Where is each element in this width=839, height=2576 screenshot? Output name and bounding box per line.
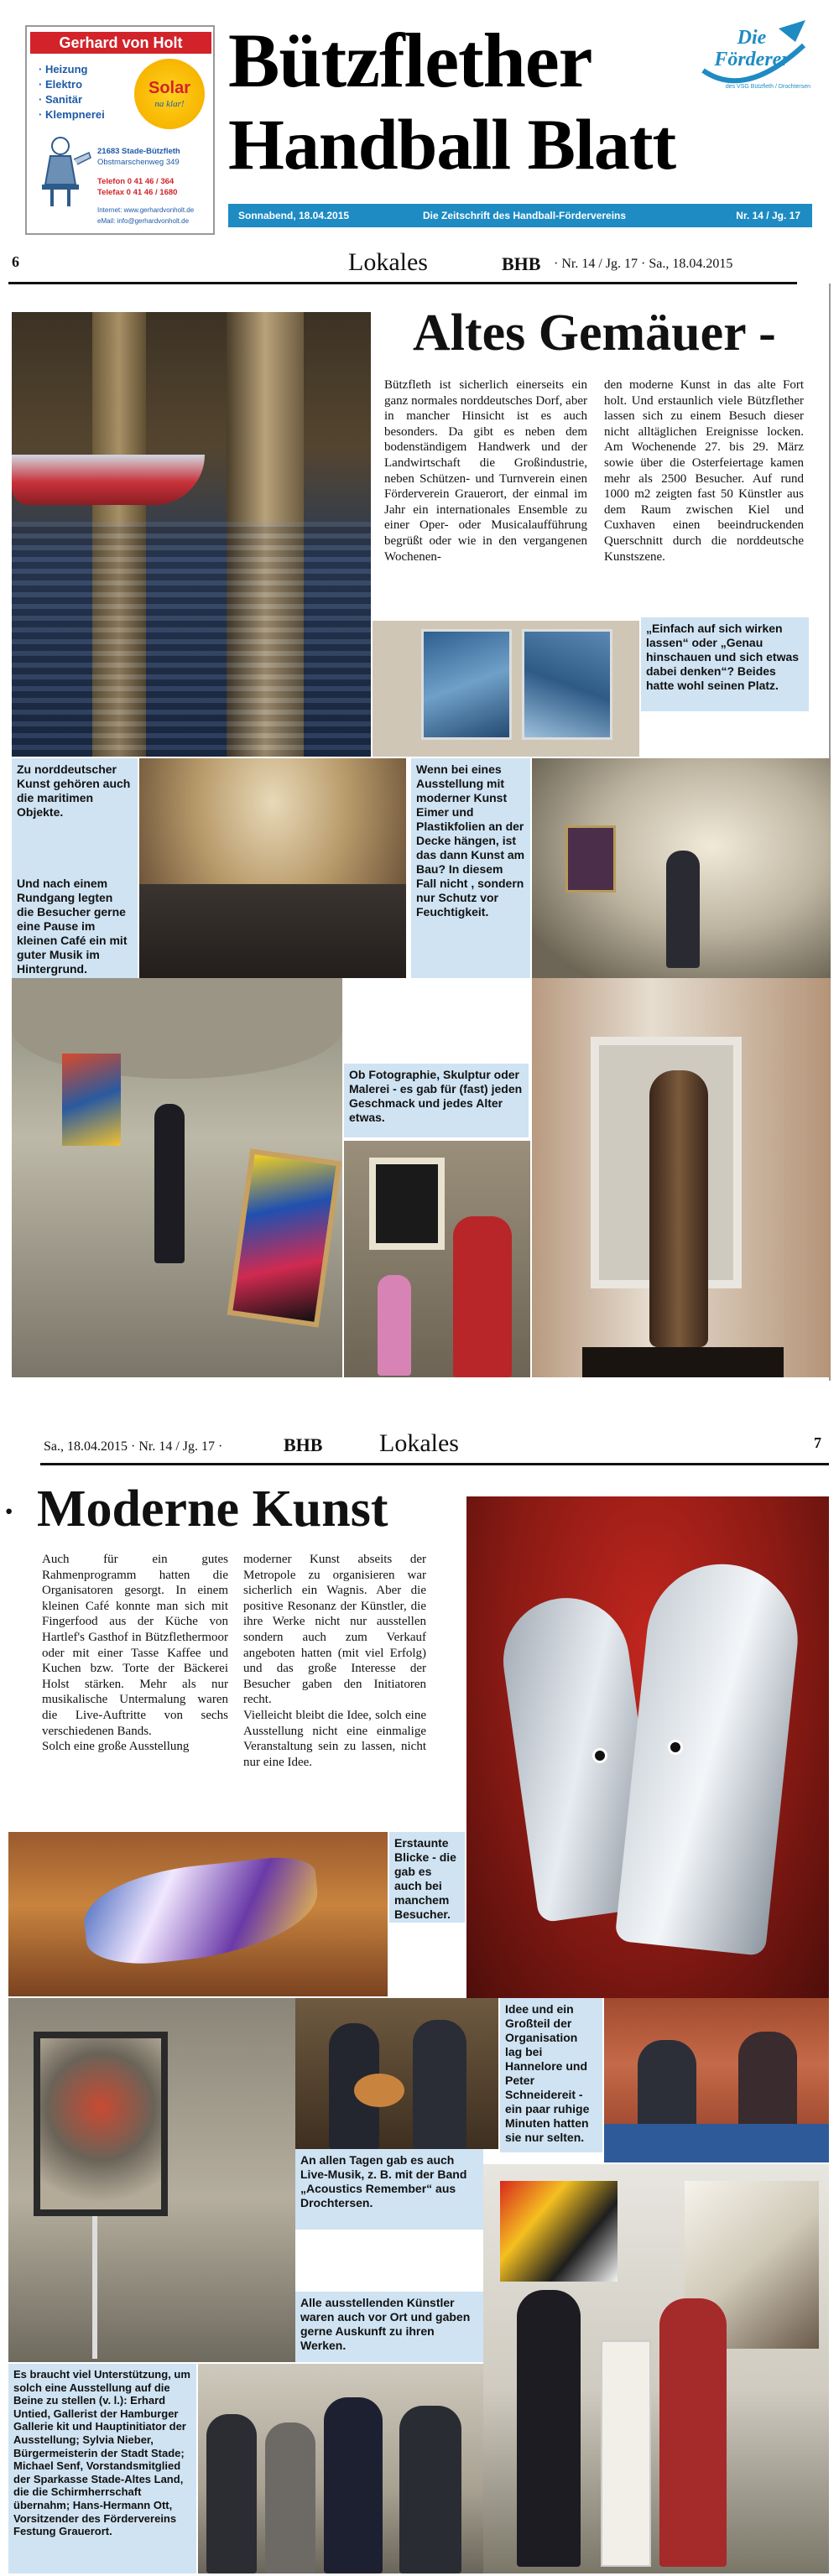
p7-column-2 xyxy=(243,1552,426,1770)
solar-text: Solar xyxy=(148,79,191,97)
child-visitor xyxy=(378,1275,411,1376)
supporter-2 xyxy=(265,2422,315,2573)
p6-caption-1: „Einfach auf sich wirken lassen“ oder „Genau hinschauen und sich etwas dabei denken“? Beides hatte wohl seinen Platz. xyxy=(641,617,809,711)
p6-col2-text: den moderne Kunst in das alte Fort holt. Und erstaunlich viele Bützflether lassen sich zu einem Besuch dieser nicht alltäglichen Ereignisse locken. Am Wochenende 27. bis 29. März sowie über die Osterfeiertage kamen mehr als 2500 Besucher. Auf rund 1000 m2 zeigten fast 50 Künstler aus dem Raum zwischen Kiel und Cuxhaven einen beeindruckenden Querschnitt durch die norddeutsche Kunstszene. xyxy=(604,378,804,564)
p6-column-2 xyxy=(604,377,804,565)
metal-eye-left xyxy=(592,1748,607,1763)
p7-col1b-text: Solch eine große Ausstellung xyxy=(42,1740,190,1754)
p7-section: Lokales xyxy=(379,1429,459,1457)
service-heizung: · Heizung xyxy=(39,63,88,75)
p6-section: Lokales xyxy=(348,248,428,276)
logo-sub: des VSG Bützfleth / Drochtersen xyxy=(725,84,810,90)
p6-caption-2a: Zu norddeutscher Kunst gehören auch die maritimen Objekte. xyxy=(12,758,138,872)
service-elektro: · Elektro xyxy=(39,78,83,91)
corridor-visitor xyxy=(154,1104,185,1263)
sponsor-address-2: Obstmarschenweg 349 xyxy=(97,158,180,167)
talk-painting-left xyxy=(500,2181,618,2282)
photo-cafe-vault xyxy=(139,758,406,978)
adult-visitor xyxy=(453,1216,512,1377)
metal-face-right xyxy=(614,1557,805,1956)
photo-blue-paintings xyxy=(373,621,639,757)
photo-corridor-paintings xyxy=(12,978,342,1377)
p6-headline: Altes Gemäuer - xyxy=(413,304,776,362)
photo-bird-artwork xyxy=(8,1832,388,1996)
solar-sub: na klar! xyxy=(154,99,185,109)
p7-caption-4: Alle ausstellenden Künstler waren auch vor Ort und gaben gerne Auskunft zu ihren Werken. xyxy=(295,2292,483,2362)
talk-woman xyxy=(517,2290,581,2567)
bird-wing xyxy=(80,1854,323,1970)
sponsor-phone: Telefon 0 41 46 / 364 xyxy=(97,177,175,186)
photo-framed-picture xyxy=(344,1141,530,1377)
photo-metal-faces xyxy=(466,1496,829,1998)
p7-caption-1: Erstaunte Blicke - die gab es auch bei manchem Besucher. xyxy=(389,1832,465,1923)
p7-col1-text: Auch für ein gutes Rahmenprogramm hatten die Organisatoren gesorgt. In einem kleinen Café konnte man sich mit Fingerfood aus der Küche von Hartlef's Gasthof in Bützflethermoor oder mit einer Tasse Kaffee und Kuchen bzw. Torte der Bäckerei Holst stärken. Mehr als nur musikalische Untermalung waren die Live-Auftritte von sechs verschiedenen Bands. xyxy=(42,1553,228,1738)
logo-text: Die Förderer xyxy=(714,27,789,70)
corridor-painting-1 xyxy=(62,1054,121,1146)
supporter-4 xyxy=(399,2406,461,2573)
photo-supporters xyxy=(198,2364,483,2573)
p7-col2b-text: Vielleicht bleibt die Idee, solch eine Ausstellung nicht eine einmalige Veranstaltung sein zu lassen, nicht nur eine Idee. xyxy=(243,1708,426,1769)
p7-paper: BHB xyxy=(284,1434,323,1455)
painting-blue-1 xyxy=(421,629,512,740)
sponsor-address-1: 21683 Stade-Bützfleth xyxy=(97,147,180,156)
masthead-date: Sonnabend, 18.04.2015 xyxy=(238,210,350,221)
sponsor-email[interactable]: eMail: info@gerhardvonholt.de xyxy=(97,217,190,225)
talk-man xyxy=(659,2298,727,2567)
sponsor-services xyxy=(39,62,105,122)
frame-easel-leg xyxy=(92,2216,97,2359)
sponsor-ad[interactable] xyxy=(25,25,215,235)
p7-headline: Moderne Kunst xyxy=(37,1481,388,1538)
p7-page-number: 7 xyxy=(814,1434,821,1451)
plumber-illustration-icon xyxy=(35,134,94,210)
sponsor-web[interactable]: Internet: www.gerhardvonholt.de xyxy=(97,206,195,214)
p6-paper: BHB xyxy=(502,253,541,274)
p6-caption-4: Ob Fotographie, Skulptur oder Malerei - es gab für (fast) jeden Geschmack und jedes Alter etwas. xyxy=(344,1064,529,1137)
sponsor-contact xyxy=(97,146,213,226)
p7-caption-3: An allen Tagen gab es auch Live-Musik, z. B. mit der Band „Acoustics Remember“ aus Drochtersen. xyxy=(295,2149,483,2230)
p6-header-rule xyxy=(8,282,797,284)
masthead-title-line2: Handball Blatt xyxy=(228,104,676,185)
p6-page-number: 6 xyxy=(12,253,19,270)
p6-caption-3: Wenn bei eines Ausstellung mit moderner Kunst Eimer und Plastikfolien an der Decke hängen, ist das dann Kunst am Bau? In diesem Fall nicht , sondern nur Schutz vor Feuchtigkeit. xyxy=(411,758,530,978)
musician-right xyxy=(413,2020,466,2149)
vault-art-piece xyxy=(565,825,616,892)
painting-water xyxy=(12,522,371,757)
metal-eye-right xyxy=(668,1740,683,1755)
painting-boat xyxy=(12,455,205,505)
sponsor-name: Gerhard von Holt xyxy=(30,32,211,54)
sponsor-fax: Telefax 0 41 46 / 1680 xyxy=(97,188,178,197)
p6-col1-text: Bützfleth ist sicherlich einerseits ein ganz normales norddeutsches Dorf, aber in mancher Hinsicht ist es auch besonders. Da gibt es neben dem bodenständigem Handwerk und der Landwirtschaft die Großindustrie, neben Schützen- und Turnverein einen Förderverein Grauerort, der einmal im Jahr ein internationales Ensemble zu einer Oper- oder Musicalaufführung begrüßt oder wie in den vergangenen Wochenen- xyxy=(384,378,587,564)
photo-live-music xyxy=(295,1998,498,2149)
framed-picture xyxy=(369,1158,445,1250)
sculpture-figure xyxy=(649,1070,708,1347)
masthead-issue: Nr. 14 / Jg. 17 xyxy=(736,210,800,221)
p7-info: Sa., 18.04.2015 · Nr. 14 / Jg. 17 · xyxy=(44,1439,223,1454)
talk-lectern xyxy=(601,2340,651,2567)
sculpture-base xyxy=(582,1347,784,1377)
masthead-title-line1: Bützflether xyxy=(228,18,592,103)
masthead-tagline: Die Zeitschrift des Handball-Fördervereins xyxy=(423,210,627,221)
cafe-crowd xyxy=(139,884,406,978)
solar-sun-icon xyxy=(134,59,205,129)
masthead-info-bar xyxy=(228,204,812,227)
photo-sculpture xyxy=(532,978,831,1377)
p7-column-1 xyxy=(42,1552,228,1755)
photo-organisers xyxy=(604,1998,829,2162)
painting-blue-2 xyxy=(522,629,612,740)
foerderer-logo[interactable] xyxy=(695,12,812,102)
p7-header-rule xyxy=(40,1463,829,1465)
p6-caption-2b: Und nach einem Rundgang legten die Besucher gerne eine Pause im kleinen Café ein mit guter Musik im Hintergrund. xyxy=(12,872,138,980)
p7-headline-dot: · xyxy=(3,1492,15,1530)
photo-harbor-painting xyxy=(12,312,371,757)
p6-info: · Nr. 14 / Jg. 17 · Sa., 18.04.2015 xyxy=(554,257,733,271)
photo-artists-talk xyxy=(483,2164,829,2573)
p6-column-1 xyxy=(384,377,587,565)
supporter-1 xyxy=(206,2414,257,2573)
vault-visitor xyxy=(666,851,700,968)
photo-vault-visitors xyxy=(532,758,831,978)
p7-caption-2: Idee und ein Großteil der Organisation lag bei Hannelore und Peter Schneidereit - ein paar ruhige Minuten hatten sie nur selten. xyxy=(500,1998,602,2152)
supporter-3 xyxy=(324,2397,383,2573)
p7-caption-5: Es braucht viel Unterstützung, um solch eine Ausstellung auf die Beine zu stellen (v. l.): Erhard Untied, Gallerist der Hamburger Gallerie kit und Hauptinitiator der Ausstellung; Sylvia Nieber, Bürgermeisterin der Stadt Stade; Michael Senf, Vorstandsmitglied der Sparkasse Stade-Altes Land, die die Schirmherrschaft übernahm; Hans-Hermann Ott, Vorsitzender des Fördervereins Festung Grauerort. xyxy=(8,2364,196,2573)
photo-standing-frame xyxy=(8,1998,295,2362)
service-sanitaer: · Sanitär xyxy=(39,93,83,106)
organiser-table xyxy=(604,2124,829,2162)
frame-artwork xyxy=(34,2032,168,2216)
guitar xyxy=(354,2074,404,2107)
corridor-painting-2 xyxy=(227,1148,342,1327)
p7-col2-text: moderner Kunst abseits der Metropole zu organisieren war sicherlich ein Wagnis. Aber die positive Resonanz der Künstler, die ihre Werke nicht nur ausstellen sondern auch zum Verkauf angeboten hatten (mit viel Erfolg) und das große Interesse der Besucher gaben den Initiatoren recht. xyxy=(243,1553,426,1707)
service-klempnerei: · Klempnerei xyxy=(39,108,105,121)
